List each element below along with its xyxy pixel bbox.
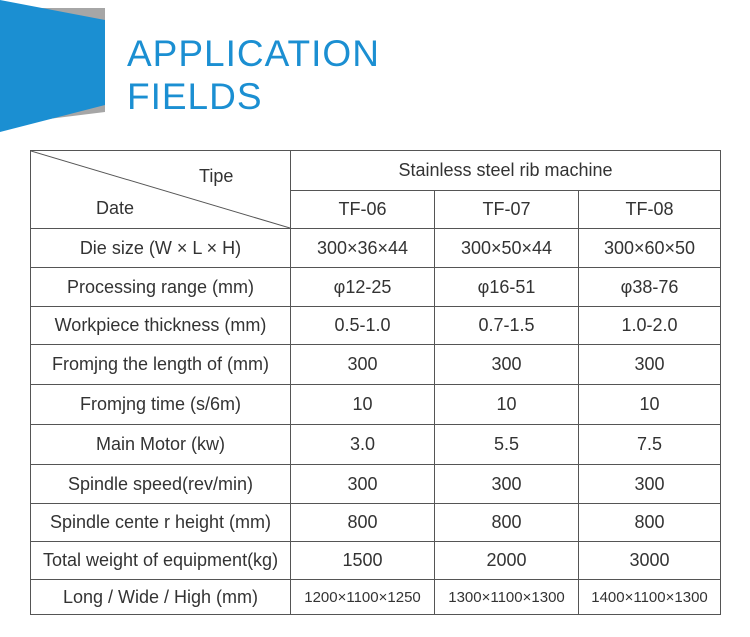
diagonal-divider <box>31 151 290 228</box>
table-cell: 300×60×50 <box>579 229 721 268</box>
table-cell: 0.5-1.0 <box>291 307 435 345</box>
table-cell: 3.0 <box>291 425 435 465</box>
table-cell: 300×36×44 <box>291 229 435 268</box>
model-header: TF-08 <box>579 191 721 229</box>
table-cell: 300 <box>579 345 721 385</box>
table-row <box>31 425 721 465</box>
table-cell: 0.7-1.5 <box>435 307 579 345</box>
table-header-row <box>31 151 721 191</box>
table-cell: 7.5 <box>579 425 721 465</box>
table-row <box>31 504 721 542</box>
row-label: Workpiece thickness (mm) <box>31 307 291 345</box>
table-row <box>31 385 721 425</box>
table-row <box>31 307 721 345</box>
table-cell: 2000 <box>435 542 579 580</box>
table-row <box>31 268 721 307</box>
table-cell: 1200×1100×1250 <box>291 580 435 615</box>
row-label: Fromjng time (s/6m) <box>31 385 291 425</box>
row-label: Spindle speed(rev/min) <box>31 465 291 504</box>
table-cell: 1500 <box>291 542 435 580</box>
table-cell: 800 <box>435 504 579 542</box>
table-cell: 300 <box>579 465 721 504</box>
row-label: Spindle cente r height (mm) <box>31 504 291 542</box>
spec-table <box>30 150 721 615</box>
table-cell: 300 <box>435 345 579 385</box>
table-cell: 300 <box>291 465 435 504</box>
table-row <box>31 345 721 385</box>
page-title-line2: FIELDS <box>127 76 263 117</box>
table-cell: 5.5 <box>435 425 579 465</box>
row-label: Total weight of equipment(kg) <box>31 542 291 580</box>
header-banner-graphic <box>0 0 140 140</box>
row-label: Die size (W × L × H) <box>31 229 291 268</box>
group-header: Stainless steel rib machine <box>291 151 721 191</box>
table-cell: 300×50×44 <box>435 229 579 268</box>
table-row <box>31 542 721 580</box>
row-label: Main Motor (kw) <box>31 425 291 465</box>
row-label: Fromjng the length of (mm) <box>31 345 291 385</box>
table-cell: 800 <box>579 504 721 542</box>
table-cell: 1400×1100×1300 <box>579 580 721 615</box>
table-cell: 300 <box>435 465 579 504</box>
row-label: Processing range (mm) <box>31 268 291 307</box>
table-cell: 3000 <box>579 542 721 580</box>
table-cell: 800 <box>291 504 435 542</box>
table-cell: 1300×1100×1300 <box>435 580 579 615</box>
table-cell: φ12-25 <box>291 268 435 307</box>
table-row <box>31 229 721 268</box>
table-cell: φ38-76 <box>579 268 721 307</box>
page-title-line1: APPLICATION <box>127 33 380 74</box>
page-title <box>127 32 380 118</box>
table-cell: 10 <box>291 385 435 425</box>
table-cell: 1.0-2.0 <box>579 307 721 345</box>
table-row <box>31 465 721 504</box>
corner-header-cell <box>31 151 291 229</box>
corner-label-date: Date <box>96 198 135 218</box>
table-cell: φ16-51 <box>435 268 579 307</box>
row-label: Long / Wide / High (mm) <box>31 580 291 615</box>
table-cell: 300 <box>291 345 435 385</box>
model-header: TF-07 <box>435 191 579 229</box>
table-row <box>31 580 721 615</box>
table-cell: 10 <box>435 385 579 425</box>
corner-label-tipe: Tipe <box>199 166 234 186</box>
table-cell: 10 <box>579 385 721 425</box>
model-header: TF-06 <box>291 191 435 229</box>
